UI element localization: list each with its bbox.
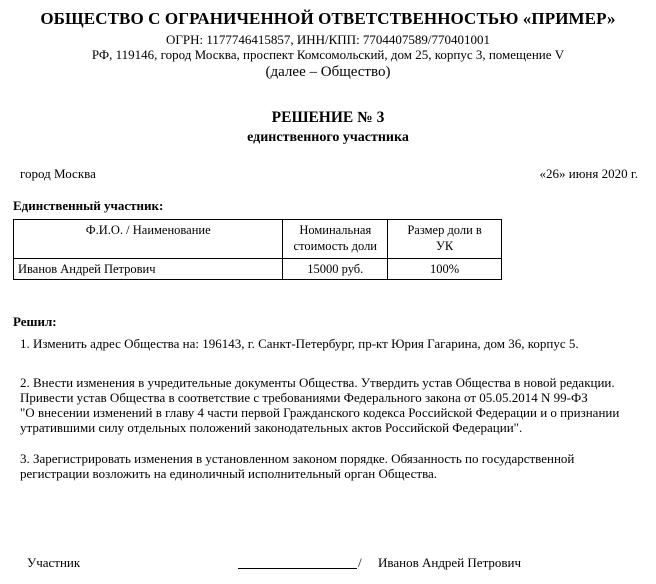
resolution-item-3-line-1: 3. Зарегистрировать изменения в установленном законом порядке. Обязанность по государственной — [20, 451, 575, 466]
column-header-nominal — [283, 220, 388, 259]
resolution-item-2 — [20, 375, 640, 435]
company-short-name: (далее – Общество) — [265, 64, 391, 80]
company-name: ОБЩЕСТВО С ОГРАНИЧЕННОЙ ОТВЕТСТВЕННОСТЬЮ «ПРИМЕР» — [40, 9, 616, 28]
document-city: город Москва — [20, 166, 96, 181]
participant-label: Единственный участник: — [13, 198, 164, 213]
resolution-item-2-line-2: Привести устав Общества в соответствие с требованиями Федерального закона от 05.05.2014 N 99-ФЗ — [20, 390, 588, 405]
resolution-item-2-line-1: 2. Внести изменения в учредительные документы Общества. Утвердить устав Общества в новой редакции. — [20, 375, 615, 390]
column-header-nominal-line1: Номинальная — [299, 223, 372, 237]
column-header-share — [388, 220, 502, 259]
table-header-row — [14, 220, 502, 259]
document-title: РЕШЕНИЕ № 3 — [271, 109, 385, 126]
signature-line — [238, 568, 357, 569]
resolution-item-3-line-2: регистрации возложить на единоличный исполнительный орган Общества. — [20, 466, 438, 481]
company-address: РФ, 119146, город Москва, проспект Комсомольский, дом 25, корпус 3, помещение V — [91, 47, 565, 62]
participant-nominal-cell: 15000 руб. — [283, 259, 388, 280]
signature-separator: / — [358, 555, 362, 570]
table-row — [14, 259, 502, 280]
signature-role: Участник — [27, 555, 81, 570]
resolution-item-2-line-3: "О внесении изменений в главу 4 части первой Гражданского кодекса Российской Федерации и о признании — [20, 405, 620, 420]
column-header-nominal-line2: стоимость доли — [293, 239, 377, 253]
company-requisites: ОГРН: 1177746415857, ИНН/КПП: 7704407589/770401001 — [165, 32, 491, 47]
participant-name-cell: Иванов Андрей Петрович — [14, 259, 283, 280]
resolution-label: Решил: — [13, 314, 57, 329]
participant-share-cell: 100% — [388, 259, 502, 280]
resolution-item-1: 1. Изменить адрес Общества на: 196143, г. Санкт-Петербург, пр-кт Юрия Гагарина, дом 36, корпус 5. — [20, 336, 579, 351]
participants-table — [13, 219, 502, 280]
resolution-item-2-line-4: утратившими силу отдельных положений законодательных актов Российской Федерации". — [20, 420, 523, 435]
document-subtitle: единственного участника — [247, 130, 409, 145]
column-header-share-line2: УК — [436, 239, 454, 253]
column-header-share-line1: Размер доли в — [407, 223, 482, 237]
resolution-item-3 — [20, 451, 640, 481]
document-date: «26» июня 2020 г. — [539, 166, 638, 181]
column-header-name: Ф.И.О. / Наименование — [14, 220, 283, 259]
signature-name: Иванов Андрей Петрович — [378, 555, 522, 570]
